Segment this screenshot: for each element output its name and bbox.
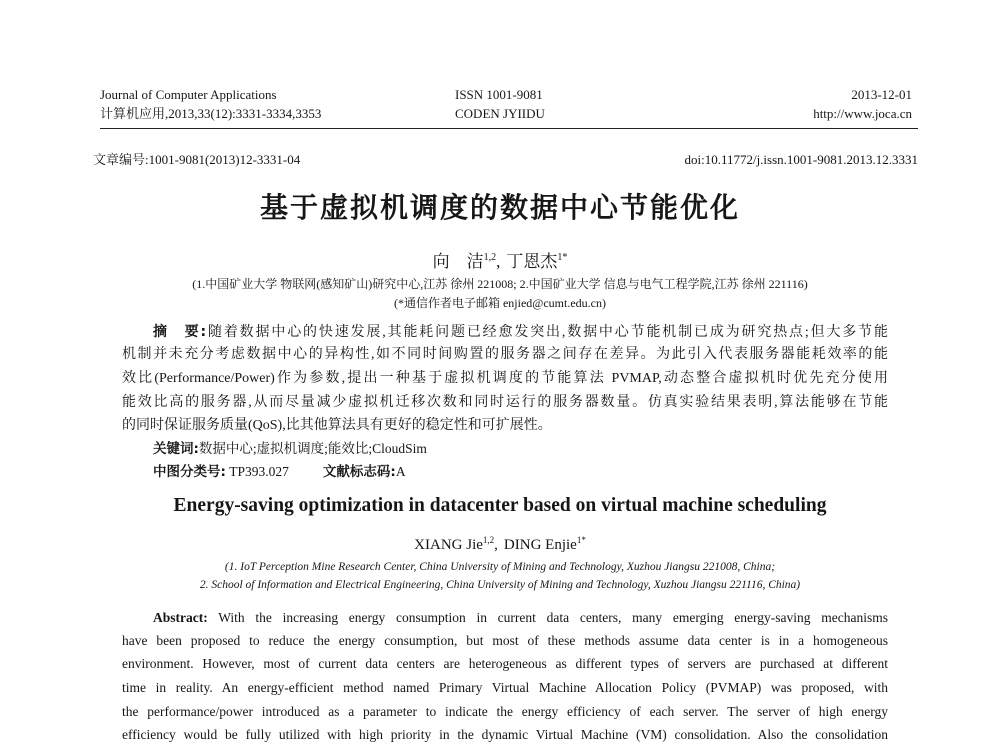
- abstract-cn-line: 的同时保证服务质量(QoS),比其他算法具有更好的稳定性和可扩展性。: [122, 418, 552, 433]
- abstract-en-label: Abstract:: [153, 610, 208, 625]
- keywords-label: 关键词:: [153, 441, 199, 457]
- keywords-text: 数据中心;虚拟机调度;能效比;CloudSim: [198, 441, 427, 456]
- abstract-en-line: efficiency would be fully utilized with high priority in the dynamic Virtual Machine (VM) consolidation. Also the consolidation: [122, 727, 888, 742]
- page-title-cn: 基于虚拟机调度的数据中心节能优化: [259, 191, 740, 224]
- doi: doi:10.11772/j.issn.1001-9081.2013.12.3331: [684, 152, 918, 167]
- abstract-en-line: have been proposed to reduce the energy consumption, but most of these methods assume data center is in a homogeneous: [122, 633, 888, 648]
- abstract-cn-line: 机制并未充分考虑数据中心的异构性,如不同时间购置的服务器之间存在差异。为此引入代表服务器能耗效率的能: [122, 347, 888, 362]
- affiliation-en-line: 2. School of Information and Electrical Engineering, China University of Mining and Technology, Xuzhou Jiangsu 221116, China): [199, 579, 801, 591]
- doc-code-value: A: [395, 464, 406, 479]
- authors-en: [0, 535, 1000, 555]
- author-separator: ,: [494, 537, 498, 553]
- abstract-en-line: the performance/power introduced as a parameter to indicate the energy efficiency of each server. The server of high energy: [122, 704, 888, 719]
- author-name: XIANG Jie: [414, 537, 483, 553]
- author-separator: ,: [496, 252, 501, 271]
- affiliation-cn: (1.中国矿业大学 物联网(感知矿山)研究中心,江苏 徐州 221008; 2.中国矿业大学 信息与电气工程学院,江苏 徐州 221116): [192, 277, 808, 291]
- journal-citation-cn: 计算机应用,2013,33(12):3331-3334,3353: [100, 106, 322, 121]
- authors-cn: [0, 251, 1000, 273]
- issn: ISSN 1001-9081: [455, 87, 543, 102]
- keywords-cn: [153, 438, 427, 460]
- clc-label: 中图分类号:: [153, 464, 226, 480]
- author-name: 丁恩杰: [506, 252, 558, 271]
- abstract-cn-line: 能效比高的服务器,从而尽量减少虚拟机迁移次数和同时运行的服务器数量。仿真实验结果表明,算法能够在节能: [122, 395, 888, 410]
- author-affiliation-mark: 1*: [557, 252, 568, 263]
- abstract-en-line: [153, 608, 888, 628]
- author-name: 向 洁: [432, 252, 484, 271]
- classification-cn: [153, 461, 406, 483]
- author-affiliation-mark: 1,2: [483, 252, 497, 263]
- page-title-en: Energy-saving optimization in datacenter based on virtual machine scheduling: [173, 495, 827, 516]
- affiliation-en-line: (1. IoT Perception Mine Research Center, China University of Mining and Technology, Xuzhou Jiangsu 221008, China;: [224, 561, 776, 573]
- clc-value: TP393.027: [229, 464, 289, 479]
- author-affiliation-mark: 1,2: [482, 535, 495, 545]
- corresponding-email-cn: (*通信作者电子邮箱 enjied@cumt.edu.cn): [393, 296, 606, 310]
- abstract-cn-line: [153, 321, 888, 344]
- coden: CODEN JYIIDU: [455, 106, 545, 121]
- abstract-cn-line: 效比(Performance/Power)作为参数,提出一种基于虚拟机调度的节能算法 PVMAP,动态整合虚拟机时优先充分使用: [122, 371, 888, 386]
- abstract-cn-label: 摘 要:: [153, 324, 207, 340]
- abstract-en-line: time in reality. An energy-efficient method named Primary Virtual Machine Allocation Policy (PVMAP) was proposed, with: [122, 680, 888, 695]
- journal-name-en: Journal of Computer Applications: [100, 87, 277, 102]
- abstract-en-text: With the increasing energy consumption in current data centers, many emerging energy-saving mechanisms: [218, 610, 888, 625]
- abstract-en-line: environment. However, most of current data centers are heterogeneous as different types of servers are purchased at different: [122, 656, 888, 671]
- author-name: DING Enjie: [503, 537, 577, 553]
- author-affiliation-mark: 1*: [576, 535, 586, 545]
- doc-code-label: 文献标志码:: [322, 464, 396, 480]
- abstract-cn-text: 随着数据中心的快速发展,其能耗问题已经愈发突出,数据中心节能机制已成为研究热点;但大多节能: [206, 325, 888, 340]
- publication-date: 2013-12-01: [851, 87, 912, 102]
- journal-url: http://www.joca.cn: [813, 106, 912, 121]
- article-number: 文章编号:1001-9081(2013)12-3331-04: [93, 152, 301, 167]
- header-rule: [100, 128, 918, 129]
